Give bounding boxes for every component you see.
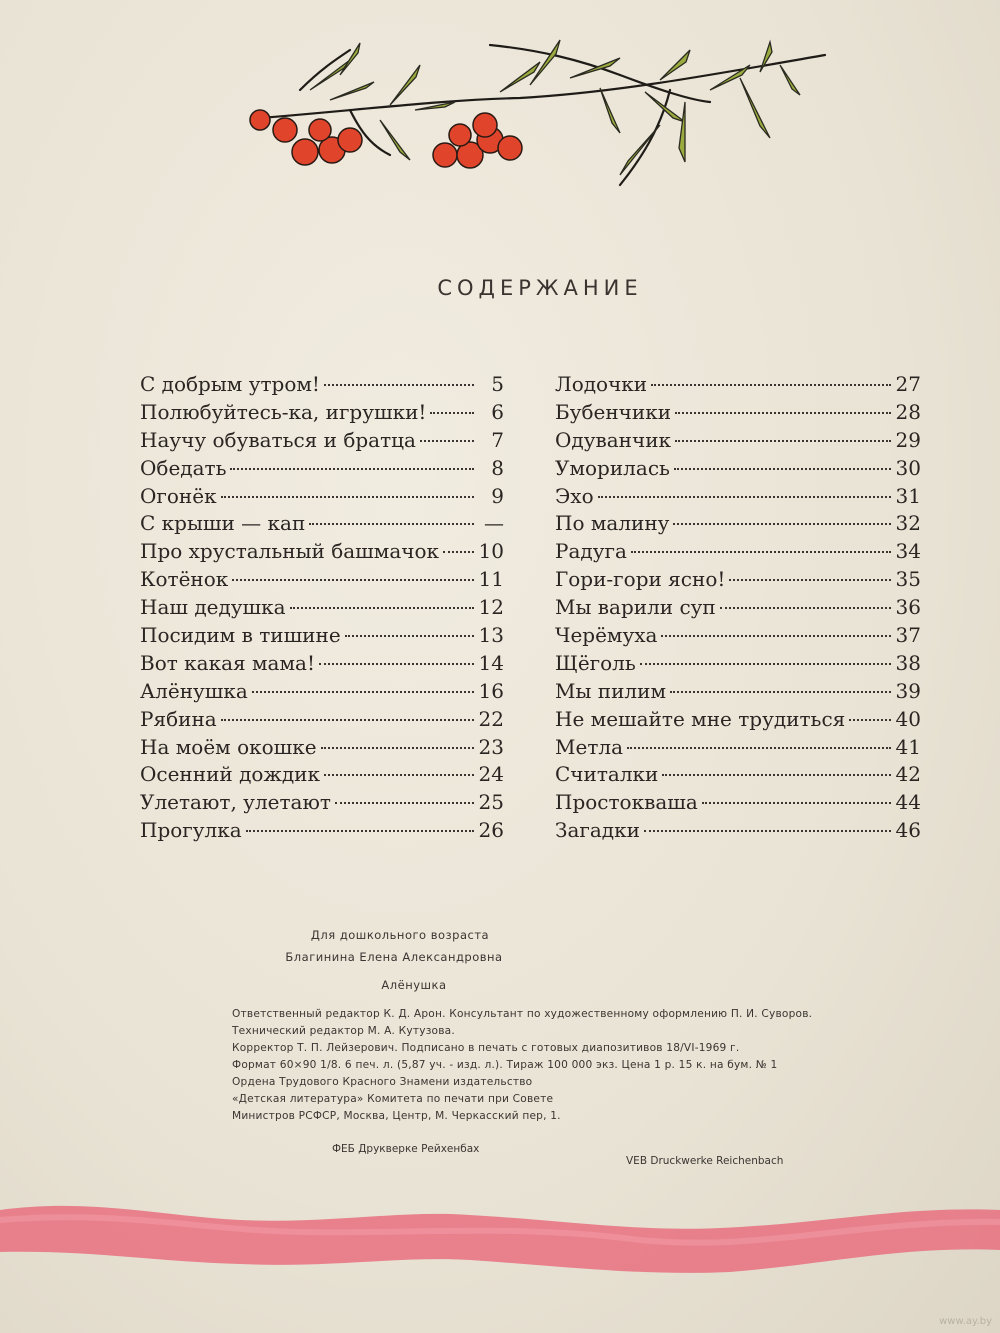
toc-dot-leader [729, 579, 891, 581]
toc-entry-title: Считалки [555, 762, 659, 787]
toc-dot-leader [661, 635, 891, 637]
toc-entry-title: Мы пилим [555, 678, 667, 703]
toc-entry-title: Простокваша [555, 790, 698, 815]
toc-entry-title: Мы варили суп [555, 595, 716, 620]
toc-entry-title: Улетают, улетают [140, 790, 331, 815]
toc-dot-leader [849, 719, 891, 721]
toc-dot-leader [640, 663, 891, 665]
toc-dot-leader [324, 774, 474, 776]
toc-entry-page: 14 [478, 650, 504, 675]
toc-entry [140, 510, 504, 538]
toc-entry-page: 36 [895, 595, 921, 620]
toc-entry-page: 29 [895, 427, 921, 452]
toc-dot-leader [675, 440, 891, 442]
toc-entry-title: Огонёк [140, 483, 217, 508]
toc-dot-leader [702, 802, 891, 804]
toc-dot-leader [232, 579, 474, 581]
toc-dot-leader [673, 523, 891, 525]
toc-entry-page: 9 [491, 483, 504, 508]
toc-entry-page: 41 [895, 734, 921, 759]
toc-entry-page: 28 [895, 399, 921, 424]
toc-dot-leader [430, 412, 474, 414]
toc-entry-page: 12 [478, 595, 504, 620]
toc-entry [140, 706, 504, 734]
imprint-line: Министров РСФСР, Москва, Центр, М. Черкасский пер, 1. [232, 1110, 561, 1122]
toc-right-column [555, 371, 921, 845]
toc-entry [555, 510, 921, 538]
toc-entry-title: Уморилась [555, 455, 670, 480]
toc-entry-title: Алёнушка [140, 678, 248, 703]
toc-entry-page: 32 [895, 511, 921, 536]
toc-left-column [140, 371, 504, 845]
toc-entry [555, 538, 921, 566]
toc-entry-title: Гори-гори ясно! [555, 567, 726, 592]
toc-dot-leader [321, 747, 474, 749]
toc-entry-page: 13 [478, 623, 504, 648]
toc-entry [140, 789, 504, 817]
toc-entry [555, 594, 921, 622]
toc-entry [140, 761, 504, 789]
imprint-line: Корректор Т. П. Лейзерович. Подписано в печать с готовых диапозитивов 18/VI-1969 г. [232, 1042, 740, 1054]
toc-entry [140, 817, 504, 845]
toc-entry-title: Обедать [140, 455, 227, 480]
toc-entry-page: 22 [478, 706, 504, 731]
toc-entry-title: По малину [555, 511, 670, 536]
contents-heading: СОДЕРЖАНИЕ [437, 276, 643, 300]
toc-entry [555, 734, 921, 762]
toc-entry-title: Метла [555, 734, 624, 759]
toc-entry-page: 38 [895, 650, 921, 675]
toc-entry [555, 678, 921, 706]
publication-details [232, 1006, 852, 1125]
toc-entry [140, 650, 504, 678]
toc-dot-leader [670, 691, 891, 693]
toc-entry [555, 455, 921, 483]
toc-entry-title: Бубенчики [555, 399, 672, 424]
watermark: www.ay.by [939, 1316, 992, 1327]
toc-entry [555, 622, 921, 650]
toc-dot-leader [627, 747, 891, 749]
toc-entry [140, 427, 504, 455]
toc-entry-page: 44 [895, 790, 921, 815]
toc-entry-title: Посидим в тишине [140, 623, 341, 648]
toc-entry-page: 42 [895, 762, 921, 787]
toc-entry-title: Загадки [555, 818, 640, 843]
toc-dot-leader [290, 607, 474, 609]
toc-entry-title: Прогулка [140, 818, 242, 843]
toc-entry-page: 16 [478, 678, 504, 703]
printer-name-ru: ФЕБ Друкверке Рейхенбах [332, 1143, 480, 1155]
toc-entry [555, 789, 921, 817]
toc-entry-page: 6 [491, 399, 504, 424]
toc-dot-leader [324, 384, 474, 386]
toc-dot-leader [631, 551, 891, 553]
toc-entry-page: 5 [491, 372, 504, 396]
toc-entry-page: 37 [895, 623, 921, 648]
toc-dot-leader [674, 468, 891, 470]
toc-dot-leader [309, 523, 474, 525]
audience-label: Для дошкольного возраста [310, 928, 490, 942]
toc-entry-title: Одуванчик [555, 427, 672, 452]
toc-entry-title: С добрым утром! [140, 372, 320, 396]
toc-entry-title: На моём окошке [140, 734, 317, 759]
toc-entry [555, 399, 921, 427]
toc-entry-title: Вот какая мама! [140, 650, 315, 675]
toc-entry-page: 11 [478, 567, 504, 592]
toc-entry-title: Котёнок [140, 567, 229, 592]
toc-entry-title: Осенний дождик [140, 762, 321, 787]
toc-entry-page: 25 [478, 790, 504, 815]
imprint-line: «Детская литература» Комитета по печати при Совете [232, 1093, 554, 1105]
toc-entry-title: Полюбуйтесь-ка, игрушки! [140, 399, 427, 424]
toc-entry [140, 399, 504, 427]
toc-entry [140, 455, 504, 483]
toc-entry-title: Наш дедушка [140, 595, 286, 620]
toc-dot-leader [675, 412, 891, 414]
toc-dot-leader [335, 802, 474, 804]
toc-entry-page: 8 [491, 455, 504, 480]
toc-entry-title: Радуга [555, 539, 627, 564]
toc-entry [555, 817, 921, 845]
toc-entry [140, 371, 504, 399]
toc-entry-page: 35 [895, 567, 921, 592]
toc-dot-leader [221, 719, 474, 721]
toc-entry-page: 46 [895, 818, 921, 843]
toc-dot-leader [720, 607, 891, 609]
toc-entry [140, 566, 504, 594]
toc-dot-leader [662, 774, 891, 776]
book-title: Алёнушка [381, 978, 447, 992]
toc-dot-leader [644, 830, 891, 832]
imprint-line: Ордена Трудового Красного Знамени издательство [232, 1076, 533, 1088]
toc-entry [555, 566, 921, 594]
toc-entry [555, 483, 921, 511]
toc-entry-title: Лодочки [555, 372, 648, 396]
toc-dot-leader [598, 496, 891, 498]
toc-entry-page: 26 [478, 818, 504, 843]
toc-dot-leader [420, 440, 474, 442]
toc-entry-page: 24 [478, 762, 504, 787]
toc-entry-title: Черёмуха [555, 623, 658, 648]
toc-dot-leader [651, 384, 891, 386]
toc-entry-title: С крыши — кап [140, 511, 306, 536]
toc-entry-page: 23 [478, 734, 504, 759]
imprint-block [232, 928, 852, 1125]
toc-entry [555, 427, 921, 455]
toc-entry [555, 706, 921, 734]
toc-entry [140, 594, 504, 622]
toc-entry-page: 7 [491, 427, 504, 452]
toc-dot-leader [319, 663, 474, 665]
toc-entry [140, 538, 504, 566]
toc-dot-leader [443, 551, 474, 553]
toc-entry-page: 30 [895, 455, 921, 480]
toc-dot-leader [252, 691, 474, 693]
toc-entry-page: 40 [895, 706, 921, 731]
imprint-line: Ответственный редактор К. Д. Арон. Консультант по художественному оформлению П. И. Суворов. [232, 1008, 813, 1020]
toc-dot-leader [230, 468, 474, 470]
toc-entry-page: 39 [895, 678, 921, 703]
toc-entry [555, 650, 921, 678]
toc-dot-leader [221, 496, 474, 498]
toc-entry-page: 34 [895, 539, 921, 564]
author-name: Благинина Елена Александровна [285, 950, 503, 964]
toc-entry-page: — [484, 511, 504, 536]
printer-name-de: VEB Druckwerke Reichenbach [626, 1155, 784, 1167]
toc-entry-title: Рябина [140, 706, 217, 731]
toc-entry [140, 678, 504, 706]
toc-entry [140, 483, 504, 511]
imprint-line: Формат 60×90 1/8. 6 печ. л. (5,87 уч. - изд. л.). Тираж 100 000 экз. Цена 1 р. 15 к. на бум. № 1 [232, 1059, 778, 1071]
toc-dot-leader [345, 635, 474, 637]
imprint-line: Технический редактор М. А. Кутузова. [232, 1025, 455, 1037]
toc-entry-title: Не мешайте мне трудиться [555, 706, 846, 731]
toc-entry-page: 27 [895, 372, 921, 396]
pink-ribbon-decoration [0, 1180, 1000, 1290]
toc-entry [555, 761, 921, 789]
toc-entry-title: Про хрустальный башмачок [140, 539, 440, 564]
toc-entry [555, 371, 921, 399]
toc-entry [140, 734, 504, 762]
toc-entry-page: 31 [895, 483, 921, 508]
rowan-branch-illustration [240, 30, 840, 200]
toc-entry [140, 622, 504, 650]
toc-entry-title: Щёголь [555, 650, 636, 675]
toc-entry-page: 10 [478, 539, 504, 564]
toc-dot-leader [246, 830, 474, 832]
toc-entry-title: Научу обуваться и братца [140, 427, 416, 452]
toc-entry-title: Эхо [555, 483, 594, 508]
